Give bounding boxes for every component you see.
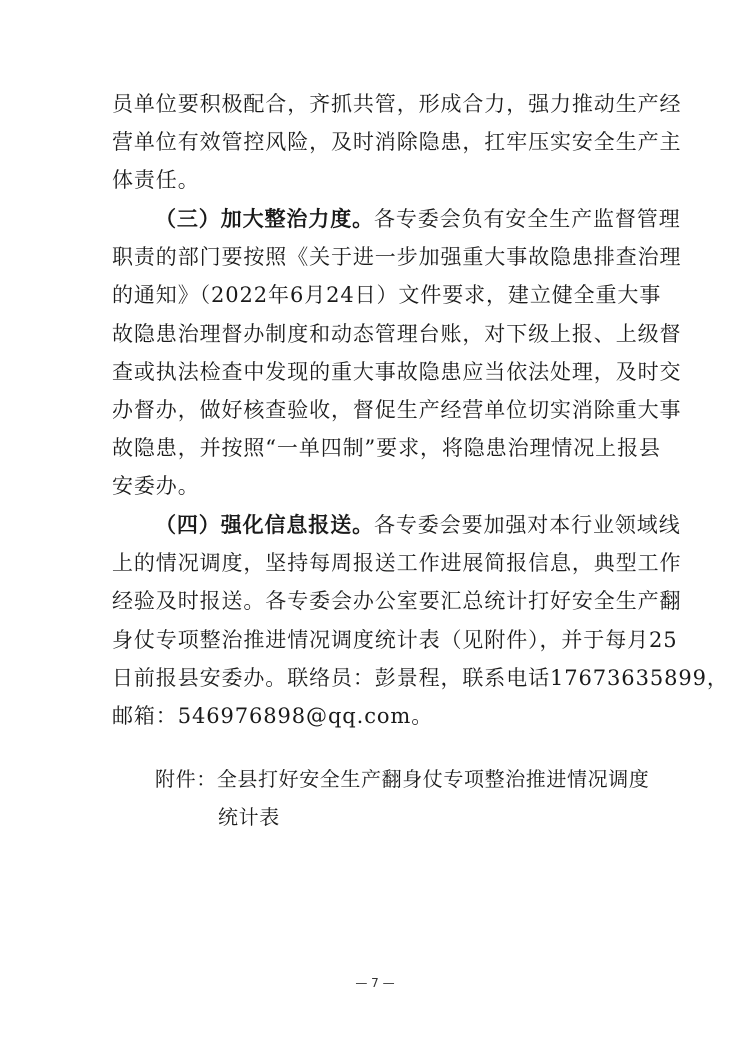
paragraph-first-line (155, 205, 681, 233)
body-text: 各专委会负有安全生产监督管理 (374, 207, 681, 231)
attachment-title-continued: 统计表 (218, 805, 280, 829)
body-line: 日前报县安委办。联络员：彭景程，联系电话17673635899， (112, 666, 729, 690)
attachment-title: 全县打好安全生产翻身仗专项整治推进情况调度 (216, 767, 650, 791)
attachment-label: 附件： (155, 767, 217, 791)
body-line: 邮箱：546976898@qq.com。 (112, 704, 434, 728)
body-line: 故隐患治理督办制度和动态管理台账，对下级上报、上级督 (112, 322, 682, 346)
body-line: 办督办，做好核查验收，督促生产经营单位切实消除重大事 (112, 398, 682, 422)
body-line: 营单位有效管控风险，及时消除隐患，扛牢压实安全生产主 (112, 130, 682, 154)
body-text: 各专委会要加强对本行业领域线 (374, 513, 681, 537)
page-number: — 7 — (355, 976, 395, 990)
body-line: 安委办。 (112, 474, 200, 498)
attachment-line (155, 765, 649, 793)
body-line: 体责任。 (112, 168, 200, 192)
body-line: 故隐患，并按照“一单四制”要求，将隐患治理情况上报县 (112, 436, 661, 460)
body-line: 经验及时报送。各专委会办公室要汇总统计打好安全生产翻 (112, 589, 682, 613)
section-heading: （三）加大整治力度。 (155, 206, 374, 231)
body-line: 身仗专项整治推进情况调度统计表（见附件），并于每月25 (112, 628, 678, 652)
body-line: 员单位要积极配合，齐抓共管，形成合力，强力推动生产经 (112, 92, 682, 116)
paragraph-first-line (155, 511, 681, 539)
body-line: 职责的部门要按照《关于进一步加强重大事故隐患排查治理 (112, 245, 682, 269)
body-line: 查或执法检查中发现的重大事故隐患应当依法处理，及时交 (112, 360, 682, 384)
section-heading: （四）强化信息报送。 (155, 512, 374, 537)
body-line: 的通知》（2022年6月24日）文件要求，建立健全重大事 (112, 283, 662, 307)
body-line: 上的情况调度，坚持每周报送工作进展简报信息，典型工作 (112, 551, 682, 575)
